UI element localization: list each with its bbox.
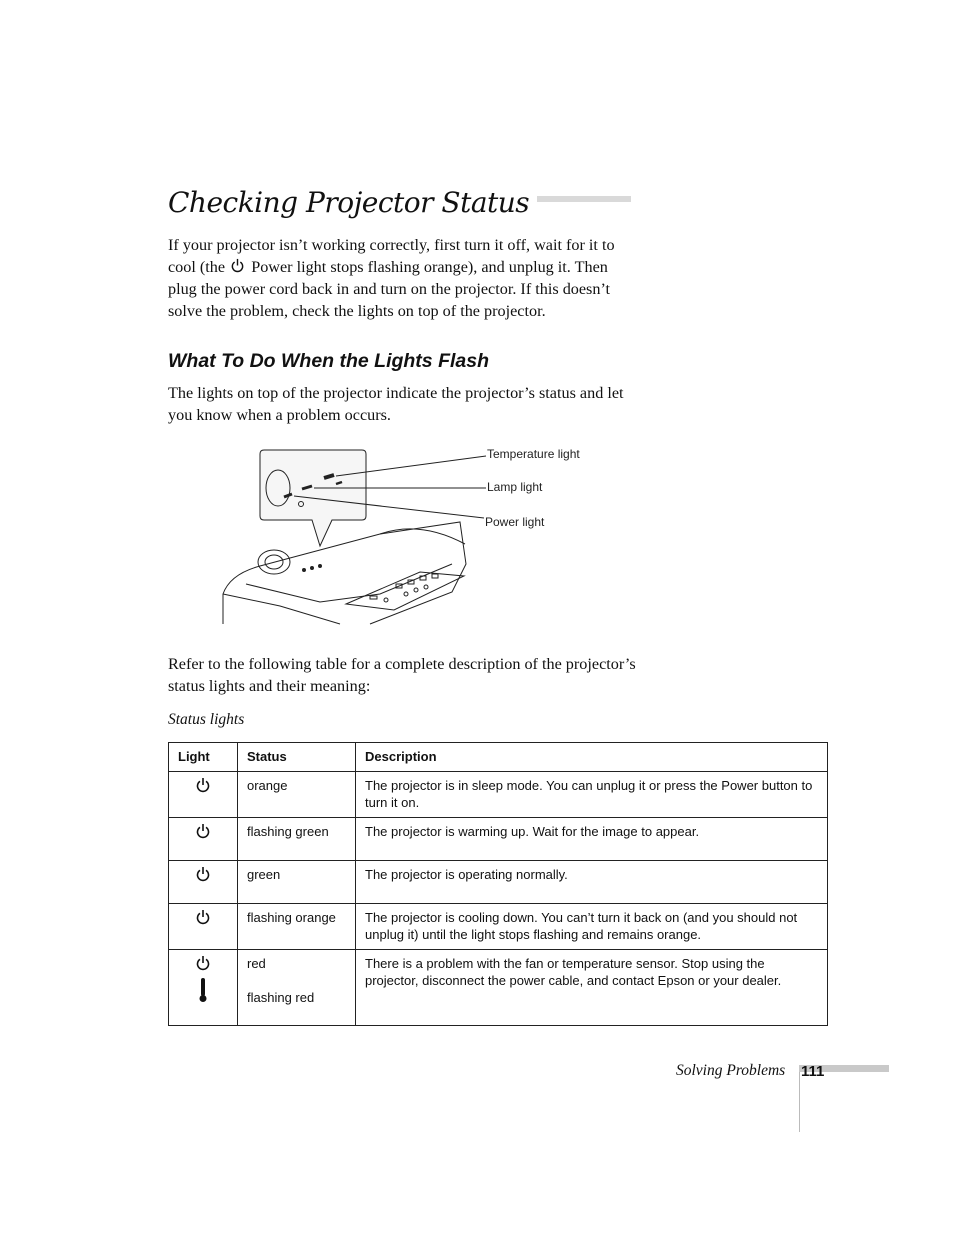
intro-paragraph xyxy=(168,234,638,322)
power-icon xyxy=(230,258,245,273)
table-row xyxy=(169,818,828,861)
header-description: Description xyxy=(356,743,828,772)
table-intro-paragraph: Refer to the following table for a complete description of the projector’s status lights and their meaning: xyxy=(168,655,636,695)
power-icon xyxy=(195,955,211,971)
footer-section-title: Solving Problems xyxy=(676,1062,786,1079)
status-flashing-red: flashing red xyxy=(247,990,315,1005)
status-red: red xyxy=(247,956,266,971)
section-paragraph: The lights on top of the projector indicate the projector’s status and let you know when a problem occurs. xyxy=(168,384,624,424)
table-row xyxy=(169,772,828,818)
status-cell: green xyxy=(238,861,356,904)
header-status: Status xyxy=(238,743,356,772)
description-cell: The projector is operating normally. xyxy=(356,861,828,904)
footer-divider xyxy=(799,1072,800,1132)
status-cell: flashing orange xyxy=(238,904,356,950)
description-text: The projector is in sleep mode. You can unplug it or press the xyxy=(365,778,722,793)
description-cell: The projector is warming up. Wait for the image to appear. xyxy=(356,818,828,861)
table-header-row xyxy=(169,743,828,772)
thermometer-icon xyxy=(199,977,207,1003)
callout-temperature-light: Temperature light xyxy=(487,447,580,461)
status-cell: flashing green xyxy=(238,818,356,861)
section-heading: What To Do When the Lights Flash xyxy=(168,350,489,372)
light-cell xyxy=(169,904,238,950)
status-cell xyxy=(238,950,356,1026)
power-icon xyxy=(195,777,211,793)
power-button-label: Power xyxy=(721,778,759,793)
table-row xyxy=(169,950,828,1026)
light-cell xyxy=(169,861,238,904)
power-icon xyxy=(195,823,211,839)
status-lights-table xyxy=(168,742,828,1026)
light-cell xyxy=(169,818,238,861)
description-cell xyxy=(356,772,828,818)
status-cell: orange xyxy=(238,772,356,818)
light-cell xyxy=(169,950,238,1026)
callout-lamp-light: Lamp light xyxy=(487,480,543,494)
power-icon xyxy=(195,866,211,882)
page-title: Checking Projector Status xyxy=(168,186,537,219)
page-number: 111 xyxy=(801,1063,825,1080)
table-row xyxy=(169,904,828,950)
projector-illustration xyxy=(220,444,600,626)
power-icon xyxy=(195,909,211,925)
callout-power-light: Power light xyxy=(485,515,545,529)
light-cell xyxy=(169,772,238,818)
header-light: Light xyxy=(169,743,238,772)
description-cell: The projector is cooling down. You can’t turn it back on (and you should not unplug it) until the light stops flashing and remains orange. xyxy=(356,904,828,950)
table-row xyxy=(169,861,828,904)
description-text: button to turn it on. xyxy=(365,778,813,810)
intro-text-1: If your projector isn’t working correctly, first turn it off, wait for it to cool (the xyxy=(168,236,615,276)
description-cell: There is a problem with the fan or temperature sensor. Stop using the projector, disconnect the power cable, and contact Epson or your dealer. xyxy=(356,950,828,1026)
intro-text-2: Power light stops flashing orange), and unplug it. Then plug the power cord back in and turn on the projector. If this doesn’t solve the problem, check the lights on top of the projector. xyxy=(168,258,611,320)
table-caption: Status lights xyxy=(168,711,245,728)
